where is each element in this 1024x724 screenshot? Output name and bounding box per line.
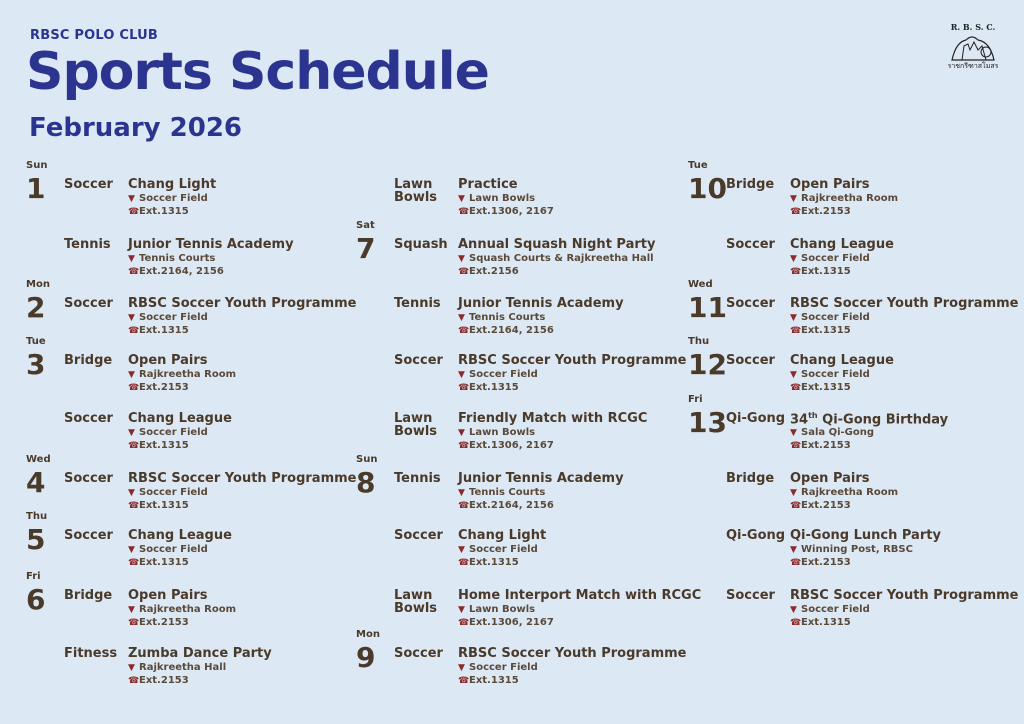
schedule-entry xyxy=(356,527,696,585)
event-location xyxy=(790,369,870,380)
schedule-entry xyxy=(26,279,366,353)
phone-icon: ☎ xyxy=(128,558,140,568)
day-of-week: Sun xyxy=(356,454,378,465)
location-text: Tennis Courts xyxy=(469,487,546,498)
sport-name: Soccer xyxy=(64,296,113,311)
event-title: RBSC Soccer Youth Programme xyxy=(128,471,357,486)
schedule-entry xyxy=(688,279,1024,353)
event-title: Junior Tennis Academy xyxy=(128,237,294,252)
day-number: 10 xyxy=(688,172,727,205)
map-pin-icon: ▼ xyxy=(458,428,465,438)
extension-text: Ext.1315 xyxy=(469,675,519,686)
event-location xyxy=(790,487,898,498)
location-text: Lawn Bowls xyxy=(469,427,536,438)
event-title: Open Pairs xyxy=(790,177,870,192)
map-pin-icon: ▼ xyxy=(458,194,465,204)
event-extension xyxy=(458,617,554,628)
map-pin-icon: ▼ xyxy=(790,194,797,204)
event-title: Chang Light xyxy=(458,528,547,543)
phone-icon: ☎ xyxy=(790,383,802,393)
map-pin-icon: ▼ xyxy=(128,254,135,264)
event-title: Open Pairs xyxy=(128,588,208,603)
event-location xyxy=(458,604,535,615)
event-location xyxy=(128,662,226,673)
phone-icon: ☎ xyxy=(790,441,802,451)
event-location xyxy=(458,312,545,323)
day-of-week: Thu xyxy=(26,511,48,522)
event-title: RBSC Soccer Youth Programme xyxy=(128,296,357,311)
extension-text: Ext.2153 xyxy=(139,675,189,686)
phone-icon: ☎ xyxy=(790,558,802,568)
phone-icon: ☎ xyxy=(128,676,140,686)
map-pin-icon: ▼ xyxy=(458,605,465,615)
map-pin-icon: ▼ xyxy=(458,663,465,673)
event-location xyxy=(458,544,538,555)
event-title: 34th Qi-Gong Birthday xyxy=(790,411,949,428)
day-number: 2 xyxy=(26,291,46,324)
sport-name: Soccer xyxy=(64,177,113,192)
event-title: Junior Tennis Academy xyxy=(458,471,624,486)
extension-text: Ext.1306, 2167 xyxy=(469,617,554,628)
day-number: 1 xyxy=(26,172,46,205)
location-text: Soccer Field xyxy=(139,312,208,323)
event-extension xyxy=(128,325,189,336)
schedule-entry xyxy=(26,511,366,585)
sport-name: Tennis xyxy=(394,471,441,486)
phone-icon: ☎ xyxy=(458,207,470,217)
event-title: RBSC Soccer Youth Programme xyxy=(790,296,1019,311)
day-of-week: Fri xyxy=(688,394,703,405)
event-extension xyxy=(128,382,189,393)
event-title: Chang League xyxy=(790,353,894,368)
map-pin-icon: ▼ xyxy=(128,488,135,498)
map-pin-icon: ▼ xyxy=(128,545,135,555)
extension-text: Ext.2153 xyxy=(801,440,851,451)
map-pin-icon: ▼ xyxy=(128,370,135,380)
day-of-week: Fri xyxy=(26,571,41,582)
sport-name: Soccer xyxy=(726,588,775,603)
day-number: 3 xyxy=(26,348,46,381)
location-text: Soccer Field xyxy=(801,312,870,323)
sport-name: Soccer xyxy=(726,296,775,311)
location-text: Rajkreetha Room xyxy=(801,487,899,498)
location-text: Soccer Field xyxy=(469,369,538,380)
phone-icon: ☎ xyxy=(128,267,140,277)
schedule-entry xyxy=(356,176,696,234)
extension-text: Ext.1306, 2167 xyxy=(469,206,554,217)
sport-name: Bridge xyxy=(64,353,113,368)
location-text: Soccer Field xyxy=(139,544,208,555)
event-location xyxy=(128,312,208,323)
extension-text: Ext.2153 xyxy=(801,557,851,568)
event-location xyxy=(458,193,535,204)
map-pin-icon: ▼ xyxy=(790,488,797,498)
event-location xyxy=(458,369,538,380)
location-text: Tennis Courts xyxy=(469,312,546,323)
extension-text: Ext.2164, 2156 xyxy=(469,500,554,511)
sport-name: Soccer xyxy=(64,411,113,426)
location-text: Soccer Field xyxy=(139,193,208,204)
day-number: 12 xyxy=(688,348,727,381)
phone-icon: ☎ xyxy=(790,207,802,217)
phone-icon: ☎ xyxy=(128,501,140,511)
event-location xyxy=(458,662,538,673)
map-pin-icon: ▼ xyxy=(458,370,465,380)
event-extension xyxy=(458,266,519,277)
sport-name: Bridge xyxy=(726,471,775,486)
event-extension xyxy=(458,500,554,511)
location-text: Sala Qi-Gong xyxy=(801,427,875,438)
event-extension xyxy=(790,325,851,336)
sport-name: Lawn Bowls xyxy=(394,588,438,616)
map-pin-icon: ▼ xyxy=(790,254,797,264)
extension-text: Ext.1315 xyxy=(139,500,189,511)
location-text: Tennis Courts xyxy=(139,253,216,264)
phone-icon: ☎ xyxy=(128,383,140,393)
event-extension xyxy=(128,557,189,568)
location-text: Rajkreetha Room xyxy=(139,604,237,615)
extension-text: Ext.1315 xyxy=(469,382,519,393)
day-of-week: Sun xyxy=(26,160,48,171)
logo-thai-text: ราชกรีฑาสโมสร xyxy=(947,62,999,70)
phone-icon: ☎ xyxy=(790,267,802,277)
event-location xyxy=(458,487,545,498)
day-of-week: Mon xyxy=(26,279,50,290)
event-extension xyxy=(458,557,519,568)
schedule-entry xyxy=(26,160,366,234)
map-pin-icon: ▼ xyxy=(128,194,135,204)
extension-text: Ext.1306, 2167 xyxy=(469,440,554,451)
phone-icon: ☎ xyxy=(128,618,140,628)
location-text: Soccer Field xyxy=(469,544,538,555)
schedule-entry xyxy=(356,454,696,528)
event-location xyxy=(128,193,208,204)
phone-icon: ☎ xyxy=(790,326,802,336)
day-of-week: Mon xyxy=(356,629,380,640)
event-extension xyxy=(790,206,851,217)
schedule-entry xyxy=(688,160,1024,234)
day-number: 11 xyxy=(688,291,727,324)
extension-text: Ext.2164, 2156 xyxy=(139,266,224,277)
location-text: Soccer Field xyxy=(469,662,538,673)
map-pin-icon: ▼ xyxy=(790,313,797,323)
sport-name: Bridge xyxy=(64,588,113,603)
location-text: Winning Post, RBSC xyxy=(801,544,913,555)
event-extension xyxy=(128,440,189,451)
day-number: 7 xyxy=(356,232,376,265)
event-extension xyxy=(128,266,224,277)
schedule-entry xyxy=(688,470,1024,528)
event-location xyxy=(128,427,208,438)
event-title: RBSC Soccer Youth Programme xyxy=(458,646,687,661)
schedule-entry xyxy=(26,645,366,703)
event-location xyxy=(790,193,898,204)
event-extension xyxy=(790,617,851,628)
schedule-entry xyxy=(26,336,366,410)
event-title: Chang League xyxy=(790,237,894,252)
phone-icon: ☎ xyxy=(790,618,802,628)
schedule-entry xyxy=(688,394,1024,468)
event-title: Zumba Dance Party xyxy=(128,646,272,661)
event-title: Open Pairs xyxy=(790,471,870,486)
event-extension xyxy=(458,206,554,217)
location-text: Soccer Field xyxy=(801,369,870,380)
phone-icon: ☎ xyxy=(458,326,470,336)
sport-name: Tennis xyxy=(64,237,111,252)
event-title: Practice xyxy=(458,177,518,192)
club-logo xyxy=(942,20,1004,70)
extension-text: Ext.1315 xyxy=(139,206,189,217)
event-location xyxy=(790,253,870,264)
extension-text: Ext.2153 xyxy=(139,382,189,393)
event-location xyxy=(790,427,874,438)
event-title: Qi-Gong Lunch Party xyxy=(790,528,941,543)
schedule-entry xyxy=(356,587,702,645)
event-title: Chang League xyxy=(128,411,232,426)
phone-icon: ☎ xyxy=(458,558,470,568)
event-title: Friendly Match with RCGC xyxy=(458,411,648,426)
event-extension xyxy=(790,500,851,511)
phone-icon: ☎ xyxy=(458,618,470,628)
event-location xyxy=(458,253,654,264)
schedule-entry xyxy=(688,336,1024,410)
schedule-entry xyxy=(26,571,366,645)
event-extension xyxy=(128,617,189,628)
extension-text: Ext.1315 xyxy=(801,325,851,336)
schedule-entry xyxy=(688,587,1024,645)
map-pin-icon: ▼ xyxy=(790,545,797,555)
schedule-entry xyxy=(356,352,696,410)
event-extension xyxy=(458,675,519,686)
event-location xyxy=(128,604,236,615)
event-extension xyxy=(458,325,554,336)
phone-icon: ☎ xyxy=(128,207,140,217)
sport-name: Soccer xyxy=(726,237,775,252)
schedule-entry xyxy=(688,236,1024,294)
schedule-entry xyxy=(356,629,696,703)
schedule-entry xyxy=(688,527,1024,585)
event-location xyxy=(128,253,215,264)
event-extension xyxy=(790,557,851,568)
event-location xyxy=(458,427,535,438)
event-location xyxy=(128,369,236,380)
event-title: Annual Squash Night Party xyxy=(458,237,656,252)
location-text: Rajkreetha Room xyxy=(139,369,237,380)
location-text: Rajkreetha Room xyxy=(801,193,899,204)
map-pin-icon: ▼ xyxy=(128,663,135,673)
location-text: Soccer Field xyxy=(139,427,208,438)
map-pin-icon: ▼ xyxy=(458,254,465,264)
phone-icon: ☎ xyxy=(128,326,140,336)
phone-icon: ☎ xyxy=(458,383,470,393)
phone-icon: ☎ xyxy=(790,501,802,511)
event-extension xyxy=(790,440,851,451)
location-text: Rajkreetha Hall xyxy=(139,662,227,673)
extension-text: Ext.2156 xyxy=(469,266,519,277)
location-text: Squash Courts & Rajkreetha Hall xyxy=(469,253,654,264)
extension-text: Ext.2153 xyxy=(801,500,851,511)
event-location xyxy=(128,487,208,498)
sport-name: Squash xyxy=(394,237,448,252)
schedule-entry xyxy=(26,410,366,468)
sport-name: Fitness xyxy=(64,646,118,661)
extension-text: Ext.1315 xyxy=(801,617,851,628)
event-extension xyxy=(128,206,189,217)
phone-icon: ☎ xyxy=(458,676,470,686)
extension-text: Ext.1315 xyxy=(139,557,189,568)
map-pin-icon: ▼ xyxy=(790,605,797,615)
event-location xyxy=(790,544,913,555)
day-of-week: Wed xyxy=(688,279,713,290)
phone-icon: ☎ xyxy=(458,267,470,277)
extension-text: Ext.1315 xyxy=(801,266,851,277)
map-pin-icon: ▼ xyxy=(128,313,135,323)
sport-name: Soccer xyxy=(726,353,775,368)
map-pin-icon: ▼ xyxy=(128,428,135,438)
map-pin-icon: ▼ xyxy=(790,428,797,438)
day-of-week: Tue xyxy=(688,160,708,171)
event-location xyxy=(790,604,870,615)
sport-name: Qi-Gong xyxy=(726,411,786,426)
day-number: 13 xyxy=(688,406,727,439)
day-of-week: Sat xyxy=(356,220,375,231)
sport-name: Soccer xyxy=(64,471,113,486)
day-number: 9 xyxy=(356,641,376,674)
location-text: Soccer Field xyxy=(801,604,870,615)
logo-text: R. B. S. C. xyxy=(950,22,996,32)
event-extension xyxy=(128,675,189,686)
extension-text: Ext.2153 xyxy=(139,617,189,628)
extension-text: Ext.1315 xyxy=(801,382,851,393)
extension-text: Ext.2164, 2156 xyxy=(469,325,554,336)
event-title: Home Interport Match with RCGC xyxy=(458,588,702,603)
event-extension xyxy=(458,382,519,393)
map-pin-icon: ▼ xyxy=(128,605,135,615)
sport-name: Qi-Gong xyxy=(726,528,786,543)
sport-name: Soccer xyxy=(394,353,443,368)
location-text: Lawn Bowls xyxy=(469,193,536,204)
map-pin-icon: ▼ xyxy=(458,313,465,323)
event-extension xyxy=(790,266,851,277)
sport-name: Lawn Bowls xyxy=(394,177,438,205)
map-pin-icon: ▼ xyxy=(458,488,465,498)
event-location xyxy=(128,544,208,555)
day-number: 5 xyxy=(26,523,46,556)
sport-name: Soccer xyxy=(394,528,443,543)
schedule-entry xyxy=(356,295,696,353)
sport-name: Soccer xyxy=(394,646,443,661)
schedule-entry xyxy=(26,454,366,528)
event-extension xyxy=(458,440,554,451)
day-number: 4 xyxy=(26,466,46,499)
extension-text: Ext.2153 xyxy=(801,206,851,217)
location-text: Soccer Field xyxy=(801,253,870,264)
event-title: Open Pairs xyxy=(128,353,208,368)
map-pin-icon: ▼ xyxy=(790,370,797,380)
phone-icon: ☎ xyxy=(458,501,470,511)
page-title: Sports Schedule xyxy=(26,42,489,102)
sport-name: Tennis xyxy=(394,296,441,311)
phone-icon: ☎ xyxy=(128,441,140,451)
sport-name: Soccer xyxy=(64,528,113,543)
event-extension xyxy=(790,382,851,393)
day-number: 8 xyxy=(356,466,376,499)
sport-name: Bridge xyxy=(726,177,775,192)
event-title: Junior Tennis Academy xyxy=(458,296,624,311)
location-text: Soccer Field xyxy=(139,487,208,498)
sport-name: Lawn Bowls xyxy=(394,411,438,439)
map-pin-icon: ▼ xyxy=(458,545,465,555)
event-location xyxy=(790,312,870,323)
month-heading: February 2026 xyxy=(29,113,243,143)
day-number: 6 xyxy=(26,583,46,616)
club-name: RBSC POLO CLUB xyxy=(30,28,158,43)
extension-text: Ext.1315 xyxy=(139,325,189,336)
day-of-week: Thu xyxy=(688,336,710,347)
day-of-week: Wed xyxy=(26,454,51,465)
event-extension xyxy=(128,500,189,511)
day-of-week: Tue xyxy=(26,336,46,347)
event-title: RBSC Soccer Youth Programme xyxy=(790,588,1019,603)
schedule-entry xyxy=(356,410,696,468)
location-text: Lawn Bowls xyxy=(469,604,536,615)
extension-text: Ext.1315 xyxy=(139,440,189,451)
event-title: Chang Light xyxy=(128,177,217,192)
schedule-entry xyxy=(356,220,696,294)
phone-icon: ☎ xyxy=(458,441,470,451)
event-title: RBSC Soccer Youth Programme xyxy=(458,353,687,368)
event-title: Chang League xyxy=(128,528,232,543)
schedule-entry xyxy=(26,236,366,294)
extension-text: Ext.1315 xyxy=(469,557,519,568)
